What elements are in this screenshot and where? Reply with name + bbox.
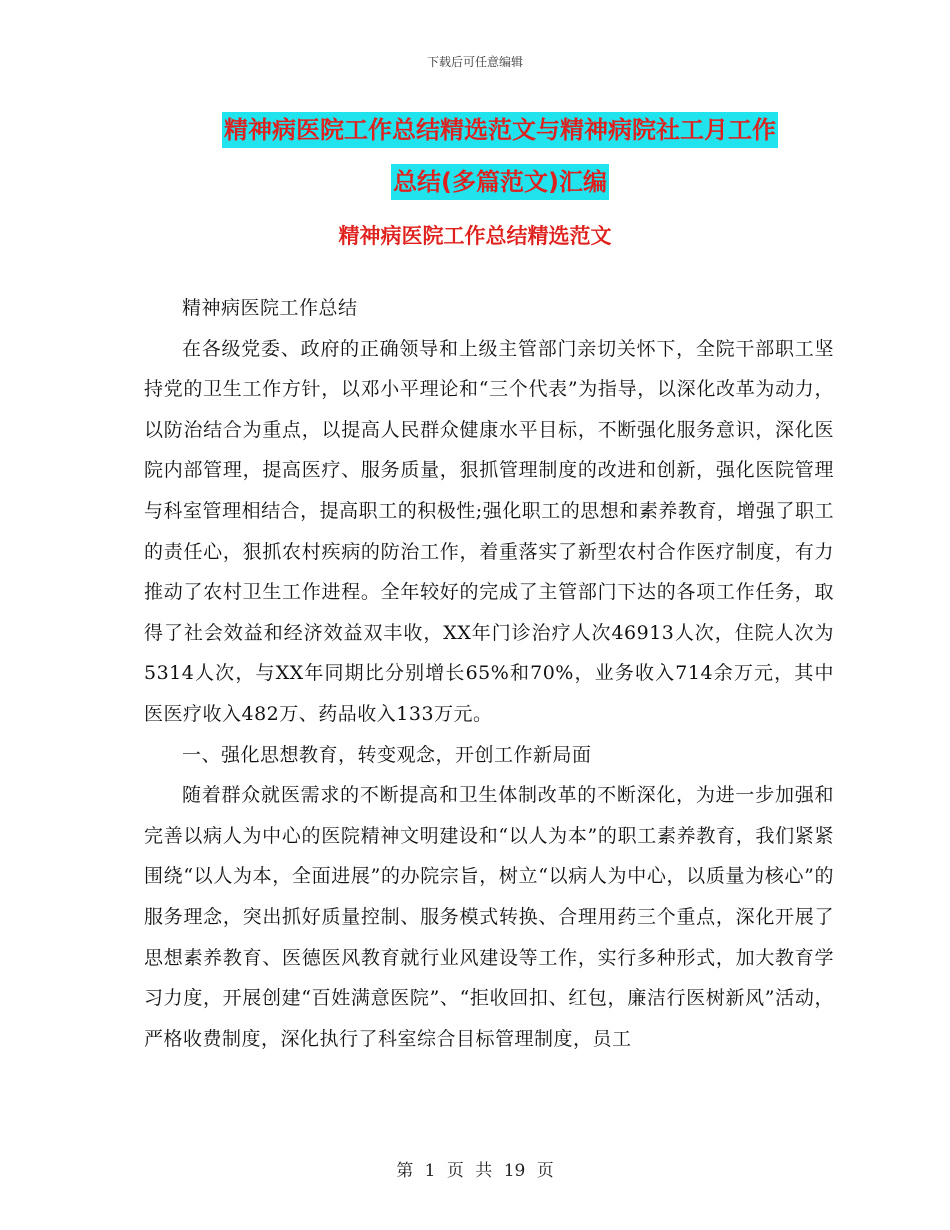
body-text bbox=[144, 288, 834, 1059]
paragraph-subtitle: 精神病医院工作总结 bbox=[182, 297, 358, 319]
document-title bbox=[140, 104, 860, 208]
page-footer: 第 1 页 共 19 页 bbox=[396, 1161, 554, 1181]
section-heading: 精神病医院工作总结精选范文 bbox=[338, 224, 612, 248]
header-note: 下载后可任意编辑 bbox=[426, 55, 523, 69]
title-line-2: 总结(多篇范文)汇编 bbox=[391, 164, 609, 200]
paragraph-section-one-heading: 一、强化思想教育，转变观念，开创工作新局面 bbox=[182, 743, 592, 766]
paragraph-section-one-body: 随着群众就医需求的不断提高和卫生体制改革的不断深化，为进一步加强和完善以病人为中心的医院精神文明建设和“以人为本”的职工素养教育，我们紧紧围绕“以人为本，全面进展”的办院宗旨，树立“以病人为中心，以质量为核心”的服务理念，突出抓好质量控制、服务模式转换、合理用药三个重点，深化开展了思想素养教育、医德医风教育就行业风建设等工作，实行多种形式，加大教育学习力度，开展创建“百姓满意医院”、“拒收回扣、红包，廉洁行医树新风”活动，严格收费制度，深化执行了科室综合目标管理制度，员工 bbox=[144, 784, 834, 1050]
paragraph-intro: 在各级党委、政府的正确领导和上级主管部门亲切关怀下，全院干部职工坚持党的卫生工作方针，以邓小平理论和“三个代表”为指导，以深化改革为动力，以防治结合为重点，以提高人民群众健康水平目标，不断强化服务意识，深化医院内部管理，提高医疗、服务质量，狠抓管理制度的改进和创新，强化医院管理与科室管理相结合，提高职工的积极性;强化职工的思想和素养教育，增强了职工的责任心，狠抓农村疾病的防治工作，着重落实了新型农村合作医疗制度，有力推动了农村卫生工作进程。全年较好的完成了主管部门下达的各项工作任务，取得了社会效益和经济效益双丰收，XX年门诊治疗人次46913人次，住院人次为5314人次，与XX年同期比分别增长65%和70%，业务收入714余万元，其中医医疗收入482万、药品收入133万元。 bbox=[144, 337, 834, 725]
title-line-1: 精神病医院工作总结精选范文与精神病院社工月工作 bbox=[222, 112, 778, 148]
